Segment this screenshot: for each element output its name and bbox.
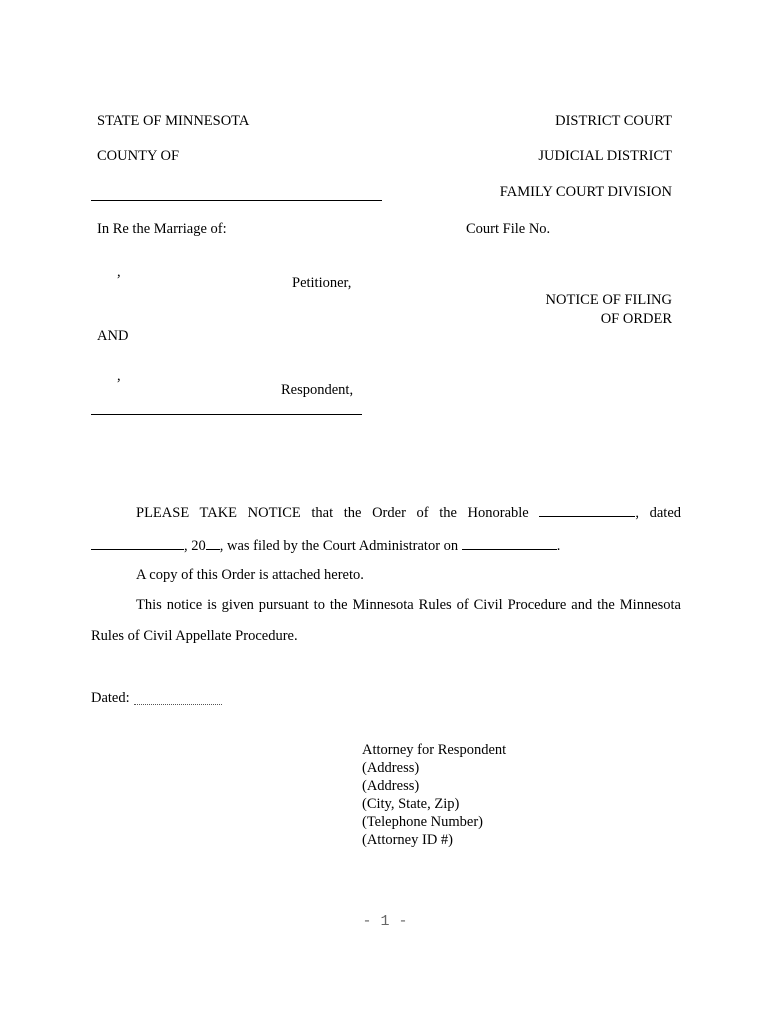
petitioner-name-comma: , bbox=[117, 264, 121, 280]
judicial-district-label: JUDICIAL DISTRICT bbox=[538, 148, 672, 164]
attorney-for-respondent: Attorney for Respondent bbox=[362, 742, 507, 758]
district-court-label: DISTRICT COURT bbox=[555, 113, 672, 129]
year-prefix: , 20 bbox=[184, 538, 206, 554]
state-label: STATE OF MINNESOTA bbox=[97, 113, 250, 129]
rules-paragraph-line1: This notice is given pursuant to the Minnesota Rules of Civil Procedure and the Minnesota bbox=[136, 597, 681, 613]
order-date-blank bbox=[91, 535, 184, 550]
family-court-division-label: FAMILY COURT DIVISION bbox=[499, 184, 672, 200]
and-label: AND bbox=[97, 328, 129, 344]
attorney-address-line2: (Address) bbox=[362, 778, 420, 794]
copy-attached-paragraph: A copy of this Order is attached hereto. bbox=[136, 567, 364, 583]
dated-blank-line bbox=[134, 704, 222, 705]
respondent-label: Respondent, bbox=[281, 382, 354, 398]
document-title-line1: NOTICE OF FILING bbox=[545, 292, 672, 308]
attorney-signature-block bbox=[362, 741, 506, 849]
document-title-line2: OF ORDER bbox=[600, 311, 672, 327]
filed-text: , was filed by the Court Administrator on bbox=[219, 538, 459, 554]
caption-divider-bottom bbox=[91, 414, 362, 415]
attorney-telephone: (Telephone Number) bbox=[362, 814, 483, 830]
sentence-period: . bbox=[556, 538, 561, 554]
page-number: - 1 - bbox=[362, 913, 408, 930]
court-file-number-label: Court File No. bbox=[466, 221, 551, 237]
judge-name-blank bbox=[539, 502, 635, 517]
rules-paragraph-line2: Rules of Civil Appellate Procedure. bbox=[91, 628, 298, 644]
year-blank bbox=[206, 535, 220, 550]
in-re-marriage-label: In Re the Marriage of: bbox=[97, 221, 227, 237]
attorney-id: (Attorney ID #) bbox=[362, 832, 454, 848]
respondent-name-comma: , bbox=[117, 368, 121, 384]
filing-date-blank bbox=[462, 535, 557, 550]
caption-divider-top bbox=[91, 200, 382, 201]
attorney-city-state-zip: (City, State, Zip) bbox=[362, 796, 460, 812]
notice-dated-text: , dated bbox=[635, 505, 682, 521]
notice-text-start: PLEASE TAKE NOTICE that the Order of the Honorable bbox=[136, 505, 529, 521]
notice-paragraph-line2 bbox=[91, 535, 681, 555]
petitioner-label: Petitioner, bbox=[292, 275, 352, 291]
attorney-address-line1: (Address) bbox=[362, 760, 420, 776]
notice-paragraph-line1 bbox=[91, 502, 681, 522]
dated-label: Dated: bbox=[91, 690, 130, 706]
county-label: COUNTY OF bbox=[97, 148, 180, 164]
